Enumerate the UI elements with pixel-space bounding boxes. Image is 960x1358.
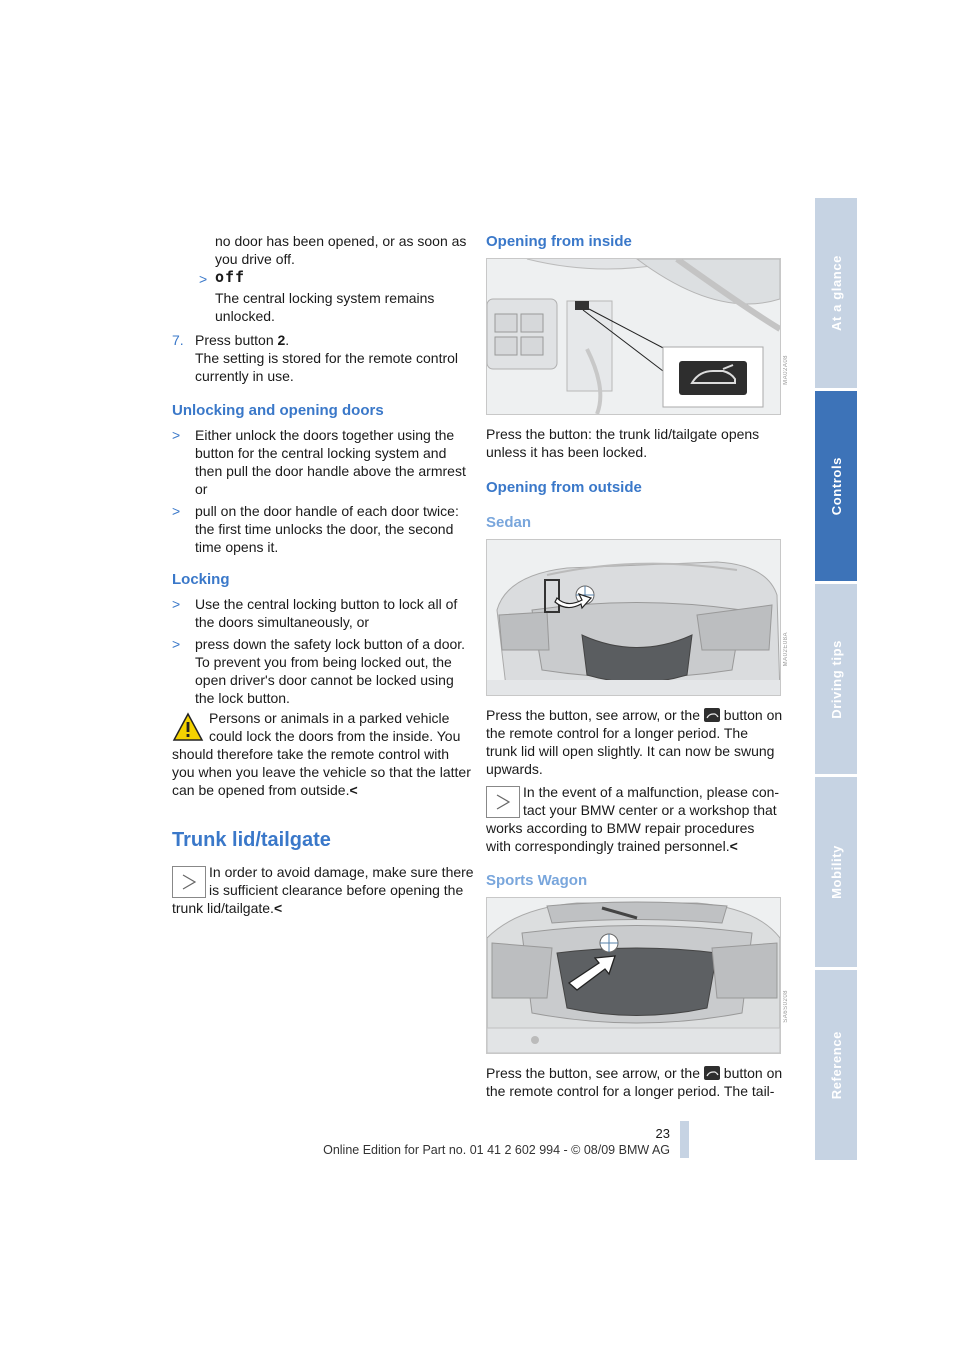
- wagon-heading: Sports Wagon: [486, 872, 588, 889]
- step7-suffix: .: [285, 332, 290, 348]
- warning-line-4: you when you leave the vehicle so that the latter: [172, 764, 471, 780]
- trunk-note-line-3-text: trunk lid/tailgate.: [172, 900, 274, 916]
- wagon-illustration: [487, 898, 780, 1053]
- unlock-b1-l3: then pull the door handle above the armrest: [195, 463, 466, 479]
- figure-sedan-rear: [486, 539, 781, 696]
- lock-b1-l1: Use the central locking button to lock all of: [195, 596, 458, 612]
- step-number: 7.: [172, 332, 184, 348]
- warning-line-1: Persons or animals in a parked vehicle: [209, 710, 450, 726]
- unlock-b1-l2: button for the central locking system and: [195, 445, 447, 461]
- sedan-note-line-4: [486, 838, 738, 856]
- bullet-marker: >: [199, 271, 208, 287]
- step7-button-ref: 2: [277, 332, 286, 348]
- figure-code: SA6S0208: [783, 990, 789, 1023]
- note-icon: [486, 786, 520, 818]
- warning-line-2: could lock the doors from the inside. You: [209, 728, 461, 744]
- wagon-line-1b: button on: [723, 1065, 783, 1081]
- warning-line-3: should therefore take the remote control with: [172, 746, 450, 762]
- unlock-b1-l1: Either unlock the doors together using the: [195, 427, 455, 443]
- bullet-marker: >: [172, 503, 181, 519]
- tab-label: Driving tips: [828, 639, 844, 719]
- sedan-desc-line-2: the remote control for a longer period. The: [486, 725, 749, 741]
- trunk-note-line-2: is sufficient clearance before opening the: [209, 882, 464, 898]
- edition-line: Online Edition for Part no. 01 41 2 602 994 - © 08/09 BMW AG: [323, 1143, 670, 1157]
- off-display-label: off: [215, 268, 246, 286]
- step7-text: Press button: [195, 332, 278, 348]
- lock-b1-l2: the doors simultaneously, or: [195, 614, 370, 630]
- figure-code: MA02E08A: [783, 632, 789, 667]
- wagon-desc-line-2: the remote control for a longer period. The tail-: [486, 1083, 775, 1099]
- tab-label: Reference: [828, 1030, 844, 1100]
- sedan-heading: Sedan: [486, 514, 532, 531]
- interior-illustration: [487, 259, 780, 414]
- intro-line-2: you drive off.: [215, 251, 295, 267]
- page-number: 23: [655, 1126, 670, 1141]
- bullet-marker: >: [172, 636, 181, 652]
- sedan-desc-line-1: [486, 707, 782, 725]
- end-marker: <: [273, 900, 283, 916]
- lock-b2-l3: open driver's door cannot be locked using: [195, 672, 454, 688]
- lock-b2-l2: To prevent you from being locked out, the: [195, 654, 452, 670]
- tab-label: Controls: [828, 456, 844, 516]
- tab-at-a-glance[interactable]: [815, 198, 857, 388]
- step7-desc-line-1: The setting is stored for the remote control: [195, 350, 459, 366]
- trunk-remote-button-icon: [704, 708, 720, 722]
- off-desc-line-2: unlocked.: [215, 308, 275, 324]
- bullet-marker: >: [172, 427, 181, 443]
- note-icon: [172, 866, 206, 898]
- figure-interior-button: [486, 258, 781, 415]
- figure-code: MA02A08: [783, 355, 789, 385]
- unlock-b1-l4: or: [195, 481, 208, 497]
- unlock-b2-l3: time opens it.: [195, 539, 279, 555]
- intro-line-1: no door has been opened, or as soon as: [215, 233, 467, 249]
- end-marker: <: [349, 782, 358, 798]
- trunk-note-line-1: In order to avoid damage, make sure there: [209, 864, 474, 880]
- sedan-desc-line-4: upwards.: [486, 761, 543, 777]
- sedan-line-1b: button on: [723, 707, 783, 723]
- tab-reference[interactable]: [815, 970, 857, 1160]
- wagon-line-1a: Press the button, see arrow, or the: [486, 1065, 701, 1081]
- bullet-marker: >: [172, 596, 181, 612]
- inside-desc-line-1: Press the button: the trunk lid/tailgate opens: [486, 426, 760, 442]
- tab-label: At a glance: [828, 255, 844, 331]
- unlock-b2-l2: the first time unlocks the door, the second: [195, 521, 454, 537]
- page-marker-bar: [680, 1121, 689, 1158]
- locking-heading: Locking: [172, 571, 230, 588]
- warning-line-5-text: can be opened from outside.: [172, 782, 350, 798]
- inside-heading: Opening from inside: [486, 233, 632, 250]
- tab-mobility[interactable]: [815, 777, 857, 967]
- step7-desc-line-2: currently in use.: [195, 368, 294, 384]
- lock-b2-l4: the lock button.: [195, 690, 290, 706]
- sedan-desc-line-3: trunk lid will open slightly. It can now be swung: [486, 743, 775, 759]
- warning-line-5: [172, 782, 358, 800]
- trunk-heading: Trunk lid/tailgate: [172, 829, 331, 851]
- unlock-b2-l1: pull on the door handle of each door twice:: [195, 503, 459, 519]
- sedan-line-1a: Press the button, see arrow, or the: [486, 707, 701, 723]
- off-desc-line-1: The central locking system remains: [215, 290, 435, 306]
- sedan-illustration: [487, 540, 780, 695]
- wagon-desc-line-1: [486, 1065, 782, 1083]
- lock-b2-l1: press down the safety lock button of a door.: [195, 636, 466, 652]
- inside-desc-line-2: unless it has been locked.: [486, 444, 648, 460]
- end-marker: <: [729, 838, 738, 854]
- tab-controls[interactable]: [815, 391, 857, 581]
- sedan-note-line-4-text: with correspondingly trained personnel.: [486, 838, 730, 854]
- outside-heading: Opening from outside: [486, 479, 642, 496]
- warning-icon: [172, 712, 204, 742]
- step7-line-1: [195, 332, 289, 350]
- unlocking-heading: Unlocking and opening doors: [172, 402, 384, 419]
- sedan-note-line-3: works according to BMW repair procedures: [486, 820, 755, 836]
- tab-driving-tips[interactable]: [815, 584, 857, 774]
- figure-wagon-rear: [486, 897, 781, 1054]
- trunk-remote-button-icon: [704, 1066, 720, 1080]
- trunk-note-line-3: [172, 900, 282, 918]
- tab-label: Mobility: [828, 845, 844, 899]
- sedan-note-line-2: tact your BMW center or a workshop that: [523, 802, 777, 818]
- sedan-note-line-1: In the event of a malfunction, please con-: [523, 784, 780, 800]
